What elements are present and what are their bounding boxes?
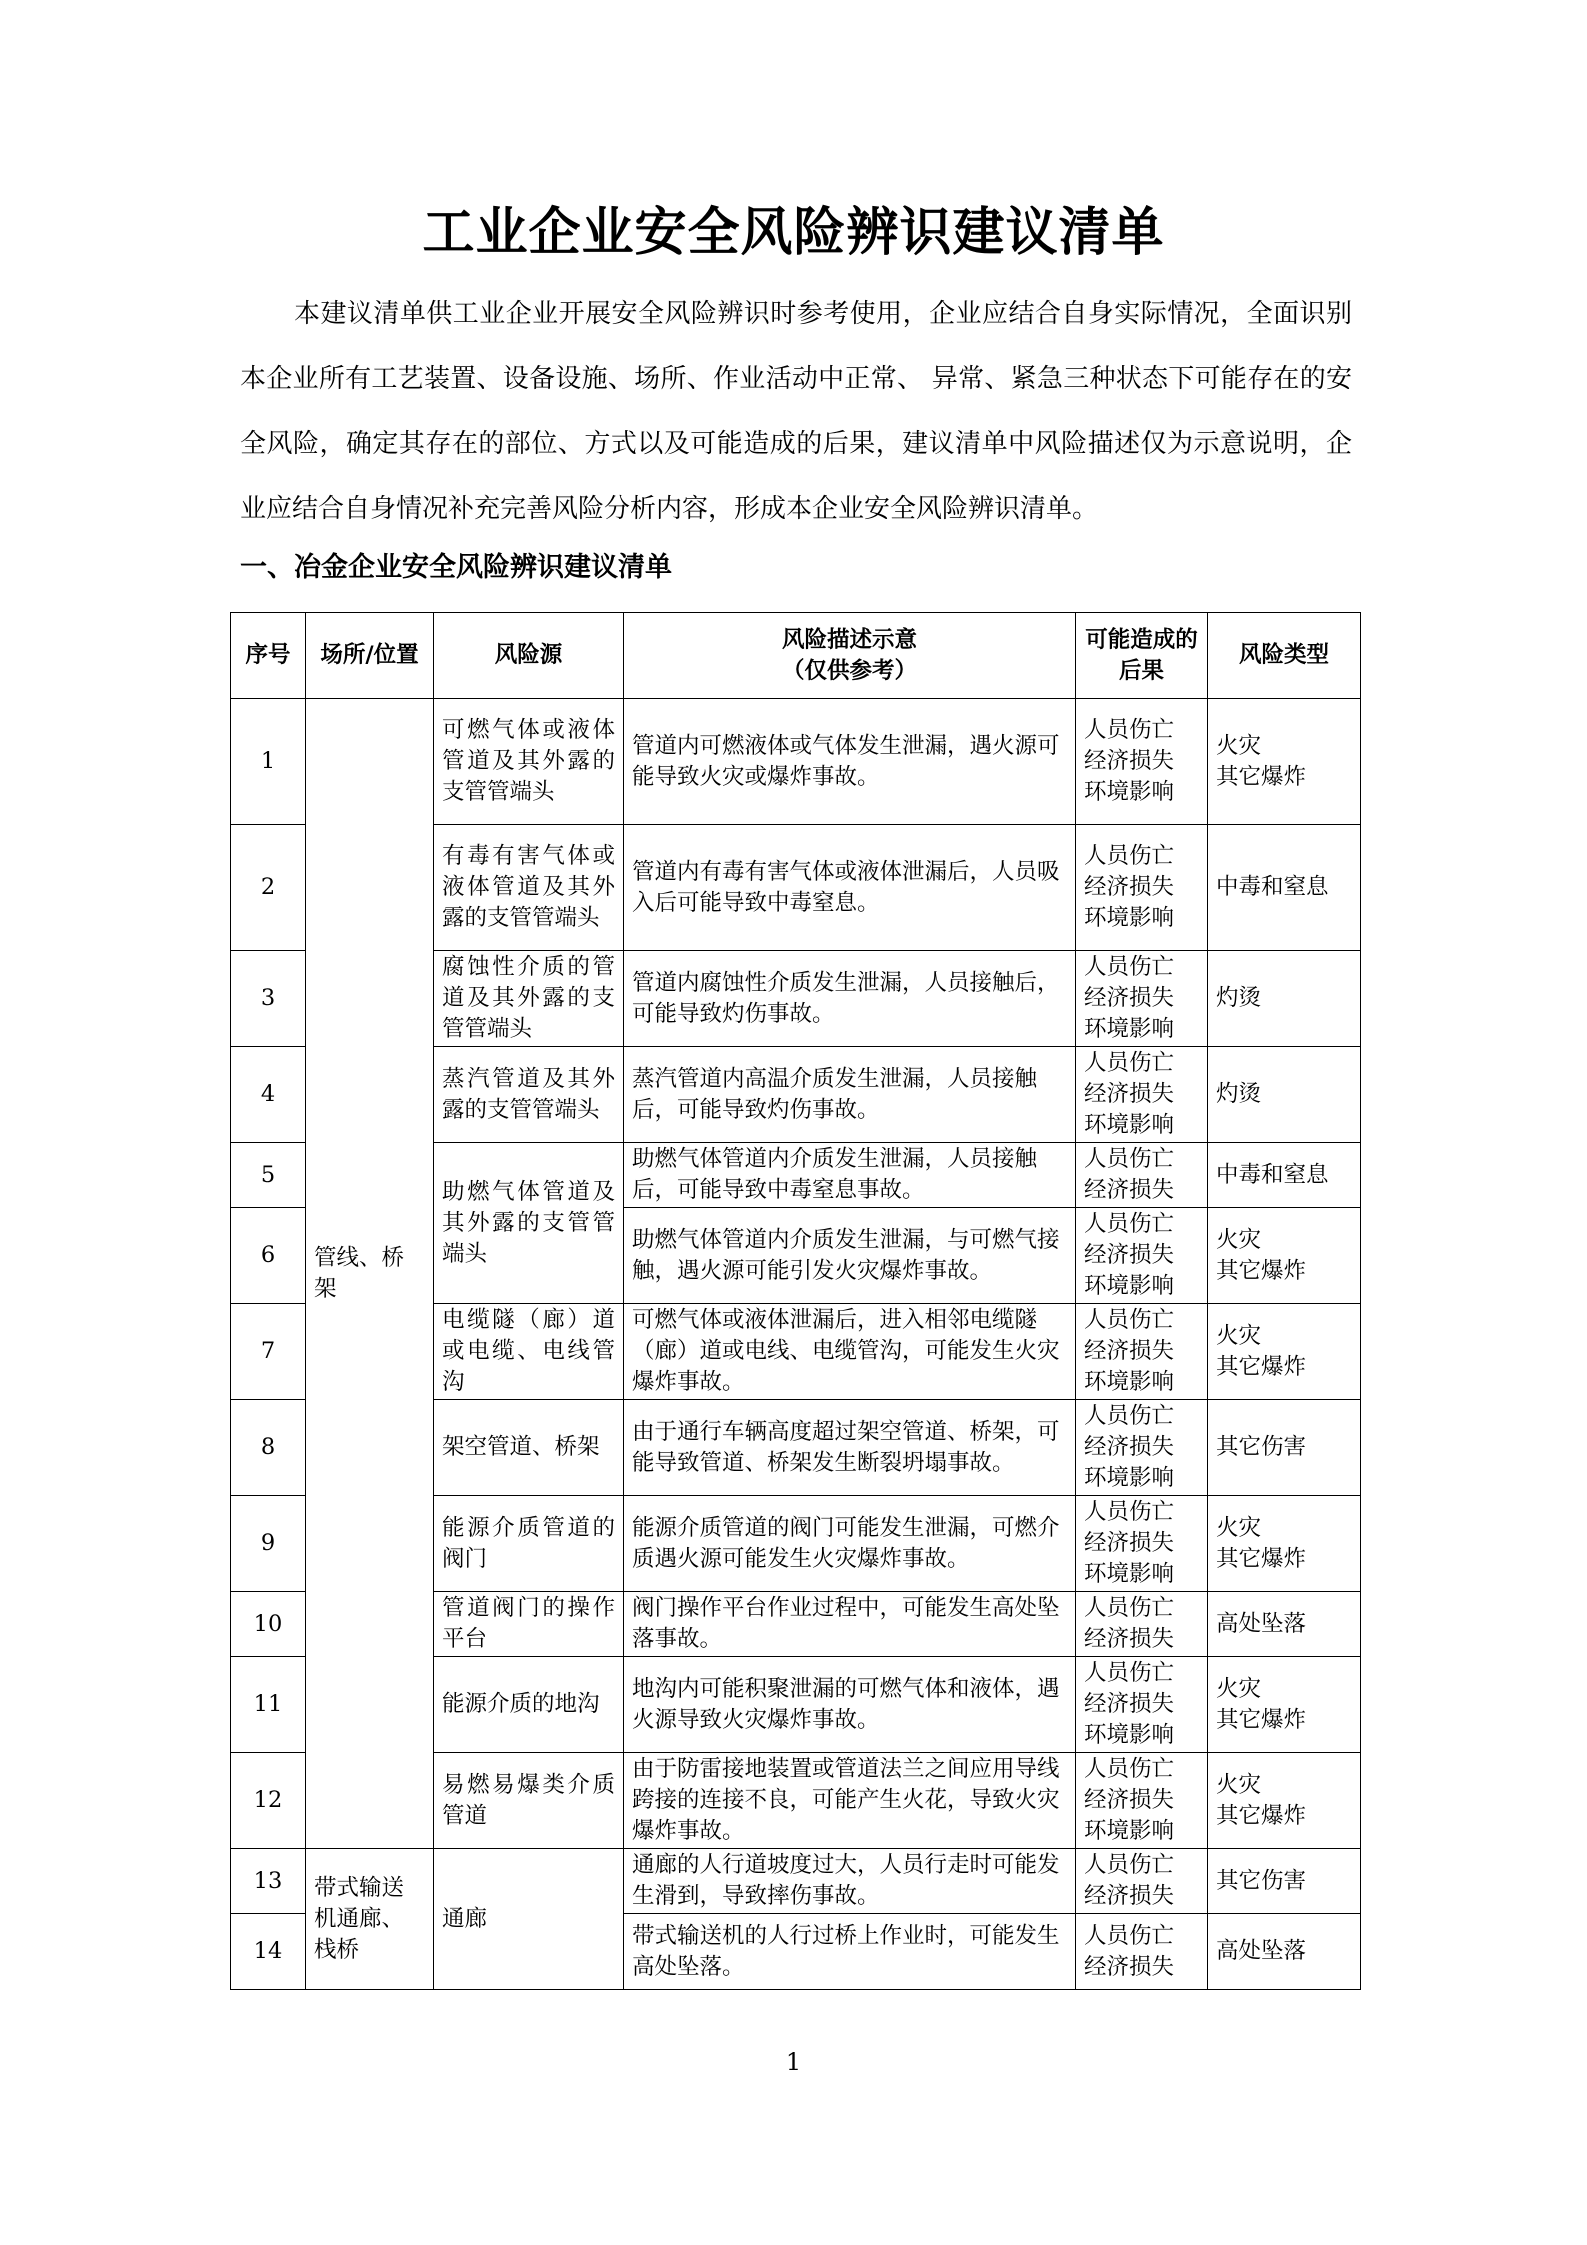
- consequence-cell: [1076, 1304, 1208, 1400]
- row-number: 2: [231, 825, 306, 951]
- consequence-item: 人员伤亡: [1084, 1146, 1175, 1172]
- consequence-cell: [1076, 825, 1208, 951]
- risk-source-cell: 电缆隧（廊）道或电缆、电线管沟: [434, 1304, 624, 1400]
- consequence-cell: [1076, 1592, 1208, 1657]
- consequence-cell: [1076, 1496, 1208, 1592]
- consequence-item: 环境影响: [1084, 1722, 1175, 1748]
- risk-type-item: 其它伤害: [1216, 1867, 1307, 1894]
- consequence-item: 经济损失: [1084, 1626, 1175, 1652]
- header-no: 序号: [231, 613, 306, 699]
- document-title: 工业企业安全风险辨识建议清单: [422, 202, 1165, 263]
- consequence-item: 人员伤亡: [1084, 1595, 1175, 1621]
- risk-source-cell: 通廊: [434, 1849, 624, 1990]
- consequence-cell: [1076, 1208, 1208, 1304]
- risk-source-cell: 易燃易爆类介质管道: [434, 1753, 624, 1849]
- table-row: [231, 1849, 1361, 1914]
- consequence-item: 经济损失: [1084, 1530, 1175, 1556]
- consequence-item: 人员伤亡: [1084, 1922, 1175, 1949]
- risk-type-item: 其它爆炸: [1216, 1706, 1307, 1733]
- risk-description-cell: 助燃气体管道内介质发生泄漏，与可燃气接触，遇火源可能引发火灾爆炸事故。: [624, 1208, 1076, 1304]
- risk-type-cell: [1208, 1914, 1361, 1990]
- consequence-cell: [1076, 1753, 1208, 1849]
- risk-description-cell: 地沟内可能积聚泄漏的可燃气体和液体，遇火源导致火灾爆炸事故。: [624, 1657, 1076, 1753]
- consequence-item: 经济损失: [1084, 748, 1175, 774]
- consequence-item: 经济损失: [1084, 874, 1175, 900]
- row-number: 6: [231, 1208, 306, 1304]
- risk-description-cell: 可燃气体或液体泄漏后，进入相邻电缆隧（廊）道或电线、电缆管沟，可能发生火灾爆炸事故。: [624, 1304, 1076, 1400]
- consequence-item: 环境影响: [1084, 1818, 1175, 1844]
- risk-type-item: 灼烫: [1216, 985, 1262, 1011]
- risk-source-cell: 架空管道、桥架: [434, 1400, 624, 1496]
- row-number: 14: [231, 1914, 306, 1990]
- risk-type-cell: [1208, 1592, 1361, 1657]
- page-number: 1: [785, 2048, 802, 2076]
- intro-paragraph: 本建议清单供工业企业开展安全风险辨识时参考使用，企业应结合自身实际情况，全面识别本企业所有工艺装置、设备设施、场所、作业活动中正常、 异常、紧急三种状态下可能存在的安全风险，确定其存在的部位、方式以及可能造成的后果，建议清单中风险描述仅为示意说明，企业应结合自身情况补充完善风险分析内容，形成本企业安全风险辨识清单。: [240, 299, 1352, 524]
- risk-description-cell: 管道内有毒有害气体或液体泄漏后，人员吸入后可能导致中毒窒息。: [624, 825, 1076, 951]
- risk-description-cell: 管道内可燃液体或气体发生泄漏，遇火源可能导致火灾或爆炸事故。: [624, 699, 1076, 825]
- header-source: 风险源: [434, 613, 624, 699]
- risk-type-item: 灼烫: [1216, 1081, 1262, 1107]
- header-description: [624, 613, 1076, 699]
- location-cell: 带式输送机通廊、栈桥: [306, 1849, 434, 1990]
- risk-type-cell: [1208, 1496, 1361, 1592]
- row-number: 3: [231, 951, 306, 1047]
- risk-type-item: 高处坠落: [1216, 1938, 1307, 1964]
- consequence-item: 人员伤亡: [1084, 1660, 1175, 1686]
- consequence-item: 经济损失: [1084, 1177, 1175, 1203]
- risk-description-cell: 带式输送机的人行过桥上作业时，可能发生高处坠落。: [624, 1914, 1076, 1990]
- risk-table-body: [231, 699, 1361, 1990]
- risk-type-item: 其它爆炸: [1216, 763, 1307, 790]
- risk-description-cell: 阀门操作平台作业过程中，可能发生高处坠落事故。: [624, 1592, 1076, 1657]
- consequence-item: 人员伤亡: [1084, 1852, 1175, 1878]
- risk-type-item: 火灾: [1216, 1322, 1262, 1349]
- risk-type-item: 其它爆炸: [1216, 1545, 1307, 1572]
- location-cell: 管线、桥架: [306, 699, 434, 1849]
- header-consequence: 可能造成的后果: [1076, 613, 1208, 699]
- risk-description-cell: 能源介质管道的阀门可能发生泄漏，可燃介质遇火源可能发生火灾爆炸事故。: [624, 1496, 1076, 1592]
- risk-type-cell: [1208, 1143, 1361, 1208]
- risk-source-cell: 有毒有害气体或液体管道及其外露的支管管端头: [434, 825, 624, 951]
- consequence-cell: [1076, 1143, 1208, 1208]
- consequence-item: 经济损失: [1084, 1338, 1175, 1364]
- consequence-item: 环境影响: [1084, 1369, 1175, 1395]
- consequence-item: 人员伤亡: [1084, 1050, 1175, 1076]
- risk-type-item: 其它爆炸: [1216, 1802, 1307, 1829]
- consequence-item: 经济损失: [1084, 1691, 1175, 1717]
- row-number: 5: [231, 1143, 306, 1208]
- risk-type-cell: [1208, 1047, 1361, 1143]
- consequence-cell: [1076, 951, 1208, 1047]
- consequence-item: 经济损失: [1084, 1242, 1175, 1268]
- consequence-cell: [1076, 1047, 1208, 1143]
- risk-type-cell: [1208, 1304, 1361, 1400]
- consequence-item: 经济损失: [1084, 1787, 1175, 1813]
- risk-type-cell: [1208, 1657, 1361, 1753]
- risk-type-item: 中毒和窒息: [1216, 1161, 1329, 1188]
- header-type: 风险类型: [1208, 613, 1361, 699]
- consequence-item: 环境影响: [1084, 905, 1175, 931]
- consequence-item: 人员伤亡: [1084, 1403, 1175, 1429]
- table-row: [231, 699, 1361, 825]
- risk-type-cell: [1208, 1849, 1361, 1914]
- row-number: 7: [231, 1304, 306, 1400]
- risk-type-cell: [1208, 1753, 1361, 1849]
- risk-description-cell: 管道内腐蚀性介质发生泄漏，人员接触后，可能导致灼伤事故。: [624, 951, 1076, 1047]
- risk-description-cell: 通廊的人行道坡度过大，人员行走时可能发生滑到，导致摔伤事故。: [624, 1849, 1076, 1914]
- consequence-item: 人员伤亡: [1084, 1307, 1175, 1333]
- consequence-item: 环境影响: [1084, 1112, 1175, 1138]
- consequence-item: 经济损失: [1084, 1953, 1175, 1980]
- risk-type-item: 火灾: [1216, 1226, 1262, 1253]
- risk-source-cell: 蒸汽管道及其外露的支管管端头: [434, 1047, 624, 1143]
- row-number: 9: [231, 1496, 306, 1592]
- header-location: 场所/位置: [306, 613, 434, 699]
- risk-source-cell: 可燃气体或液体管道及其外露的支管管端头: [434, 699, 624, 825]
- risk-type-item: 其它伤害: [1216, 1434, 1307, 1460]
- consequence-item: 人员伤亡: [1084, 717, 1175, 743]
- risk-description-cell: 由于通行车辆高度超过架空管道、桥架，可能导致管道、桥架发生断裂坍塌事故。: [624, 1400, 1076, 1496]
- risk-type-item: 火灾: [1216, 1771, 1262, 1798]
- risk-type-item: 高处坠落: [1216, 1610, 1307, 1637]
- consequence-cell: [1076, 1849, 1208, 1914]
- consequence-item: 环境影响: [1084, 779, 1175, 805]
- risk-type-item: 其它爆炸: [1216, 1257, 1307, 1284]
- consequence-item: 环境影响: [1084, 1273, 1175, 1299]
- risk-type-cell: [1208, 1400, 1361, 1496]
- consequence-item: 环境影响: [1084, 1465, 1175, 1491]
- risk-source-cell: 管道阀门的操作平台: [434, 1592, 624, 1657]
- risk-description-cell: 助燃气体管道内介质发生泄漏，人员接触后，可能导致中毒窒息事故。: [624, 1143, 1076, 1208]
- consequence-item: 环境影响: [1084, 1016, 1175, 1042]
- risk-source-cell: 能源介质管道的阀门: [434, 1496, 624, 1592]
- consequence-item: 经济损失: [1084, 1081, 1175, 1107]
- consequence-item: 人员伤亡: [1084, 954, 1175, 980]
- consequence-cell: [1076, 1400, 1208, 1496]
- consequence-item: 人员伤亡: [1084, 843, 1175, 869]
- consequence-item: 环境影响: [1084, 1561, 1175, 1587]
- row-number: 1: [231, 699, 306, 825]
- risk-type-item: 其它爆炸: [1216, 1353, 1307, 1380]
- risk-table: [230, 612, 1361, 1990]
- header-description-line2: （仅供参考）: [781, 657, 917, 684]
- risk-type-cell: [1208, 825, 1361, 951]
- risk-type-cell: [1208, 951, 1361, 1047]
- consequence-item: 经济损失: [1084, 1883, 1175, 1909]
- section-title: 一、冶金企业安全风险辨识建议清单: [240, 552, 672, 583]
- header-description-line1: 风险描述示意: [781, 626, 917, 653]
- risk-type-cell: [1208, 1208, 1361, 1304]
- row-number: 10: [231, 1592, 306, 1657]
- row-number: 12: [231, 1753, 306, 1849]
- row-number: 8: [231, 1400, 306, 1496]
- consequence-cell: [1076, 1657, 1208, 1753]
- risk-type-item: 火灾: [1216, 1514, 1262, 1541]
- row-number: 13: [231, 1849, 306, 1914]
- risk-type-item: 中毒和窒息: [1216, 874, 1329, 900]
- risk-type-item: 火灾: [1216, 732, 1262, 759]
- risk-source-cell: 助燃气体管道及其外露的支管管端头: [434, 1143, 624, 1304]
- consequence-item: 人员伤亡: [1084, 1499, 1175, 1525]
- row-number: 4: [231, 1047, 306, 1143]
- risk-type-item: 火灾: [1216, 1675, 1262, 1702]
- consequence-item: 经济损失: [1084, 985, 1175, 1011]
- risk-description-cell: 由于防雷接地装置或管道法兰之间应用导线跨接的连接不良，可能产生火花，导致火灾爆炸事故。: [624, 1753, 1076, 1849]
- consequence-cell: [1076, 699, 1208, 825]
- consequence-item: 人员伤亡: [1084, 1211, 1175, 1237]
- consequence-item: 经济损失: [1084, 1434, 1175, 1460]
- risk-type-cell: [1208, 699, 1361, 825]
- table-header-row: [231, 613, 1361, 699]
- risk-source-cell: 能源介质的地沟: [434, 1657, 624, 1753]
- row-number: 11: [231, 1657, 306, 1753]
- risk-description-cell: 蒸汽管道内高温介质发生泄漏，人员接触后，可能导致灼伤事故。: [624, 1047, 1076, 1143]
- risk-source-cell: 腐蚀性介质的管道及其外露的支管管端头: [434, 951, 624, 1047]
- consequence-item: 人员伤亡: [1084, 1756, 1175, 1782]
- consequence-cell: [1076, 1914, 1208, 1990]
